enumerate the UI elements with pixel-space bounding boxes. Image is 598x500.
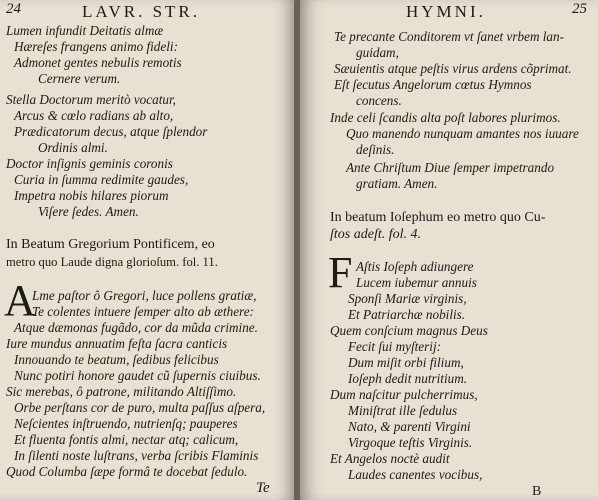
verse-line: Hæreſes frangens animo fideli: <box>14 39 178 54</box>
right-page <box>300 0 598 500</box>
drop-cap: A <box>4 276 36 325</box>
verse-line: Iure mundus annuatim feſta ſacra canticis <box>6 336 228 351</box>
running-head: LAVR. STR. <box>82 2 201 21</box>
verse-line: Ioſeph dedit nutritium. <box>348 371 468 386</box>
catchword: Te <box>256 480 270 496</box>
verse-line: Nunc potiri honore gaudet cũ ſupernis ciuibus. <box>14 368 261 383</box>
verse-line: Lme paſtor ô Gregori, luce pollens gratiæ, <box>32 288 257 303</box>
verse-line: concens. <box>356 93 402 108</box>
verse-line: Virgoque teſtis Virginis. <box>348 435 473 450</box>
verse-line: Aſtis Ioſeph adiungere <box>356 259 474 274</box>
verse-line: Et Angelos noctè audit <box>330 451 450 466</box>
running-head: HYMNI. <box>406 2 486 21</box>
verse-line: deſinis. <box>356 142 395 157</box>
verse-line: Prædicatorum decus, atque ſplendor <box>14 124 208 139</box>
verse-line: Inde celi ſcandis alta poſt labores plurimos. <box>330 110 561 125</box>
verse-line: Lumen infundit Deitatis almæ <box>6 23 164 38</box>
verse-line: Atque dæmonas fugãdo, cor da mũda crimine. <box>14 320 258 335</box>
left-page <box>0 0 296 500</box>
drop-cap: F <box>328 248 353 297</box>
verse-line: Cernere verum. <box>38 71 121 86</box>
verse-line: Quo manendo nunquam amantes nos iuuare <box>346 126 579 141</box>
verse-line: Admonet gentes nebulis remotis <box>14 55 182 70</box>
verse-line: Ante Chriſtum Diue ſemper impetrando <box>346 160 555 175</box>
verse-line: gratiam. Amen. <box>356 176 438 191</box>
verse-line: Quem conſcium magnus Deus <box>330 323 488 338</box>
verse-line: Miniſtrat ille ſedulus <box>348 403 458 418</box>
verse-line: Arcus & cœlo radians ab alto, <box>14 108 174 123</box>
hymn-title: ſtos adeſt. fol. 4. <box>330 227 421 242</box>
verse-line: Curia in ſumma redimite gaudes, <box>14 172 189 187</box>
verse-line: guidam, <box>356 45 399 60</box>
verse-line: Laudes canentes vocibus, <box>348 467 483 482</box>
verse-line: Orbe perſtans cor de puro, multa paſſus aſpera, <box>14 400 266 415</box>
verse-line: Sic merebas, ô patrone, militando Altiſſimo. <box>6 384 237 399</box>
verse-line: Doctor inſignis geminis coronis <box>6 156 173 171</box>
hymn-title: In beatum Ioſephum eo metro quo Cu- <box>330 210 546 225</box>
verse-line: Sponſi Mariæ virginis, <box>348 291 467 306</box>
verse-line: Viſere ſedes. Amen. <box>38 204 139 219</box>
verse-line: Stella Doctorum meritò vocatur, <box>6 92 176 107</box>
hymn-title: In Beatum Gregorium Pontificem, eo <box>6 237 215 252</box>
verse-line: Dum naſcitur pulcherrimus, <box>330 387 478 402</box>
verse-line: Eſt ſecutus Angelorum cœtus Hymnos <box>334 77 532 92</box>
signature-mark: B <box>532 484 542 499</box>
hymn-title: metro quo Laude digna glorioſum. fol. 11. <box>6 255 218 269</box>
verse-line: In ſilenti noste luſtrans, verba ſcribis Flaminis <box>14 448 259 463</box>
verse-line: Ordinis almi. <box>38 140 108 155</box>
page-number: 24 <box>6 1 21 17</box>
verse-line: Neſcientes inſtruendo, nutrienſq; pauperes <box>14 416 238 431</box>
verse-line: Dum miſit orbi filium, <box>348 355 464 370</box>
verse-line: Quod Columba ſæpe formâ te docebat ſedulo. <box>6 464 248 479</box>
verse-line: Sæuientis atque peſtis virus ardens cõprimat. <box>334 61 572 76</box>
verse-line: Lucem iubemur annuis <box>356 275 477 290</box>
verse-line: Et Patriarchæ nobilis. <box>348 307 466 322</box>
verse-line: Fecit ſui myſterij: <box>348 339 442 354</box>
verse-line: Et fluenta fontis almi, nectar atq; calicum, <box>14 432 239 447</box>
verse-line: Innouando te beatum, ſedibus felicibus <box>14 352 219 367</box>
page-number: 25 <box>572 1 587 17</box>
verse-line: Te precante Conditorem vt ſanet vrbem lan- <box>334 29 565 44</box>
verse-line: Nato, & parenti Virgini <box>348 419 471 434</box>
verse-line: Te colentes intuere ſemper alto ab æthere: <box>32 304 254 319</box>
verse-line: Impetra nobis hilares piorum <box>14 188 169 203</box>
